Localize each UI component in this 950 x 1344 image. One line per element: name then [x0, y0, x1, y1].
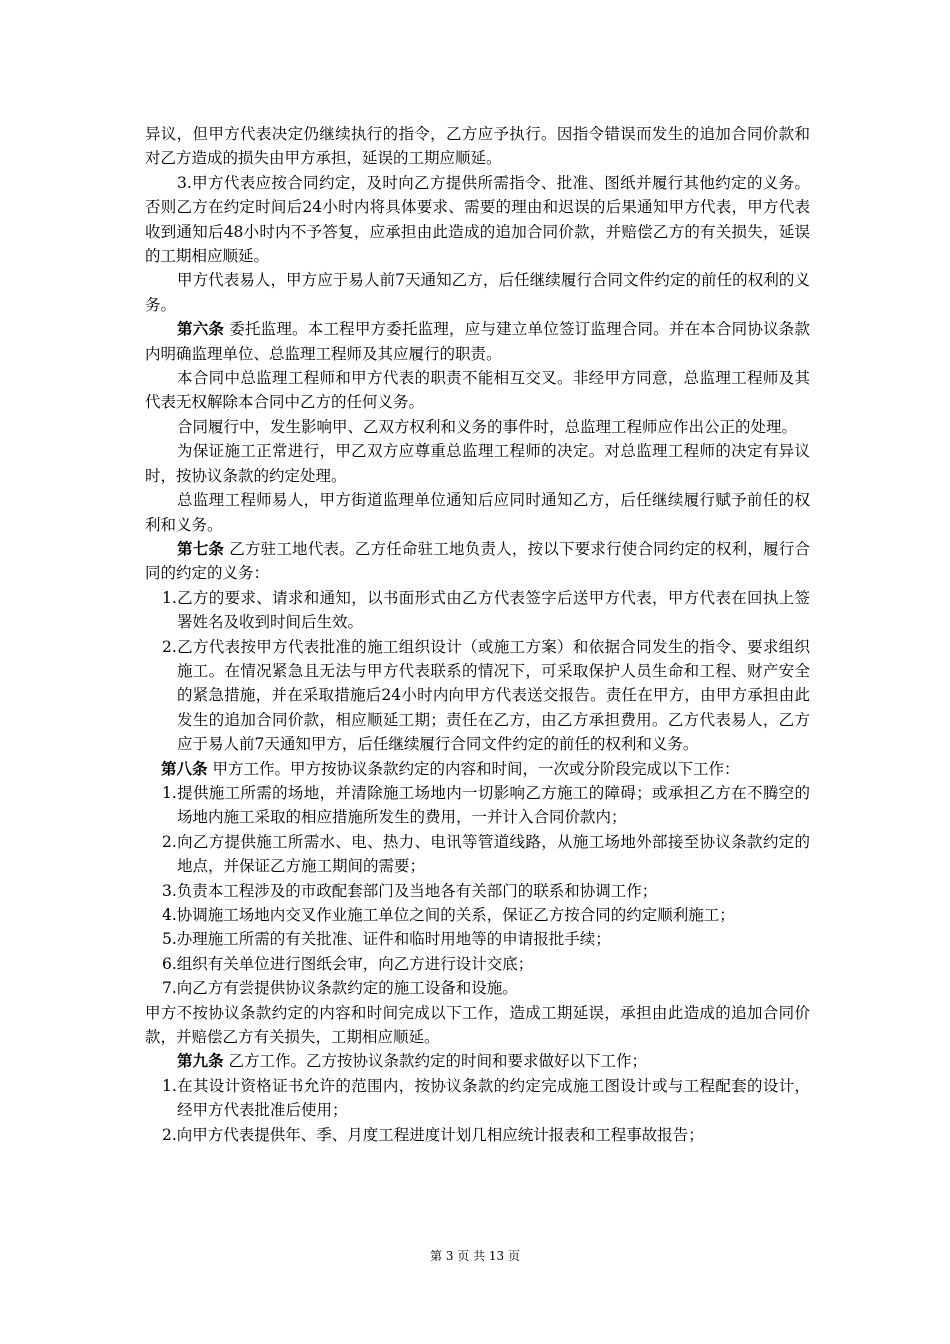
paragraph-text: 2.乙方代表按甲方代表批准的施工组织设计（或施工方案）和依据合同发生的指令、要求组织施工。在情况紧急且无法与甲方代表联系的情况下，可采取保护人员生命和工程、财产安全的紧急措施，并在采取措施后24小时内向甲方代表送交报告。责任在甲方，由甲方承担由此发生的追加合同价款，相应顺延工期；责任在乙方，由乙方承担费用。乙方代表易人，乙方应于易人前7天通知甲方，后任继续履行合同文件约定的前任的权利和义务。	[162, 637, 810, 754]
paragraph-text: 1.乙方的要求、请求和通知，以书面形式由乙方代表签字后送甲方代表，甲方代表在回执上签署姓名及收到时间后生效。	[162, 588, 810, 632]
paragraph	[145, 537, 810, 586]
paragraph-text: 5.办理施工所需的有关批准、证件和临时用地等的申请报批手续；	[162, 930, 611, 949]
paragraph	[145, 439, 810, 488]
paragraph	[145, 268, 810, 317]
paragraph-text: 合同履行中，发生影响甲、乙双方权利和义务的事件时，总监理工程师应作出公正的处理。	[177, 417, 798, 436]
paragraph	[145, 122, 810, 171]
list-item	[145, 1123, 810, 1147]
paragraph-text: 总监理工程师易人，甲方街道监理单位通知后应同时通知乙方，后任继续履行赋予前任的权利和义务。	[145, 491, 810, 534]
paragraph	[145, 171, 810, 269]
list-item	[145, 903, 810, 927]
paragraph	[145, 317, 810, 366]
paragraph-text: 4.协调施工场地内交叉作业施工单位之间的关系，保证乙方按合同的约定顺利施工；	[162, 906, 735, 924]
paragraph-text: 异议，但甲方代表决定仍继续执行的指令，乙方应予执行。因指令错误而发生的追加合同价款和对乙方造成的损失由甲方承担，延误的工期应顺延。	[145, 125, 810, 168]
list-item	[145, 976, 810, 1000]
list-item	[145, 781, 810, 830]
paragraph	[145, 1001, 810, 1050]
paragraph-text: 乙方工作。乙方按协议条款约定的时间和要求做好以下工作；	[223, 1052, 647, 1071]
list-item	[145, 952, 810, 976]
paragraph-text: 6.组织有关单位进行图纸会审，向乙方进行设计交底；	[162, 954, 534, 973]
paragraph	[145, 1049, 810, 1073]
paragraph-text: 2.向乙方提供施工所需水、电、热力、电讯等管道线路，从施工场地外部接至协议条款约定的地点，并保证乙方施工期间的需要；	[162, 832, 810, 876]
paragraph-text: 甲方不按协议条款约定的内容和时间完成以下工作，造成工期延误，承担由此造成的追加合同价款，并赔偿乙方有关损失，工期相应顺延。	[145, 1003, 810, 1047]
paragraph-text: 甲方工作。甲方按协议条款约定的内容和时间，一次或分阶段完成以下工作：	[207, 759, 740, 778]
document-body	[145, 122, 810, 1147]
paragraph-text: 3.负责本工程涉及的市政配套部门及当地各有关部门的联系和协调工作；	[162, 881, 658, 900]
paragraph	[145, 757, 810, 781]
paragraph-text: 3.甲方代表应按合同约定，及时向乙方提供所需指令、批准、图纸并履行其他约定的义务。否则乙方在约定时间后24小时内将具体要求、需要的理由和迟误的后果通知甲方代表，甲方代表收到通知后48小时内不予答复，应承担由此造成的追加合同价款，并赔偿乙方的有关损失，延误的工期相应顺延。	[145, 173, 810, 266]
paragraph-text: 1.在其设计资格证书允许的范围内，按协议条款的约定完成施工图设计或与工程配套的设计，经甲方代表批准后使用；	[162, 1076, 810, 1120]
article-label: 第六条	[177, 319, 225, 339]
list-item	[145, 879, 810, 903]
article-label: 第七条	[177, 538, 225, 558]
list-item	[145, 1074, 810, 1123]
paragraph	[145, 488, 810, 537]
paragraph-text: 为保证施工正常进行，甲乙双方应尊重总监理工程师的决定。对总监理工程师的决定有异议时，按协议条款的约定处理。	[145, 442, 810, 485]
article-label: 第九条	[177, 1051, 224, 1071]
page-footer: 第 3 页 共 13 页	[430, 1249, 520, 1263]
paragraph	[145, 366, 810, 415]
list-item	[145, 635, 810, 757]
list-item	[145, 830, 810, 879]
paragraph-text: 7.向乙方有尝提供协议条款约定的施工设备和设施。	[162, 979, 518, 998]
list-item	[145, 927, 810, 951]
paragraph-text: 2.向甲方代表提供年、季、月度工程进度计划几相应统计报表和工程事故报告；	[162, 1125, 704, 1144]
list-item	[145, 586, 810, 635]
paragraph-text: 乙方驻工地代表。乙方任命驻工地负责人，按以下要求行使合同约定的权利，履行合同的约定的义务：	[145, 539, 810, 583]
article-label: 第八条	[161, 758, 208, 778]
paragraph	[145, 415, 810, 439]
paragraph-text: 委托监理。本工程甲方委托监理，应与建立单位签订监理合同。并在本合同协议条款内明确监理单位、总监理工程师及其应履行的职责。	[145, 320, 810, 363]
paragraph-text: 1.提供施工所需的场地，并清除施工场地内一切影响乙方施工的障碍；或承担乙方在不腾空的场地内施工采取的相应措施所发生的费用，一并计入合同价款内；	[162, 783, 810, 827]
paragraph-text: 本合同中总监理工程师和甲方代表的职责不能相互交叉。非经甲方同意，总监理工程师及其代表无权解除本合同中乙方的任何义务。	[145, 369, 810, 412]
paragraph-text: 甲方代表易人，甲方应于易人前7天通知乙方，后任继续履行合同文件约定的前任的权利的义务。	[145, 271, 810, 314]
